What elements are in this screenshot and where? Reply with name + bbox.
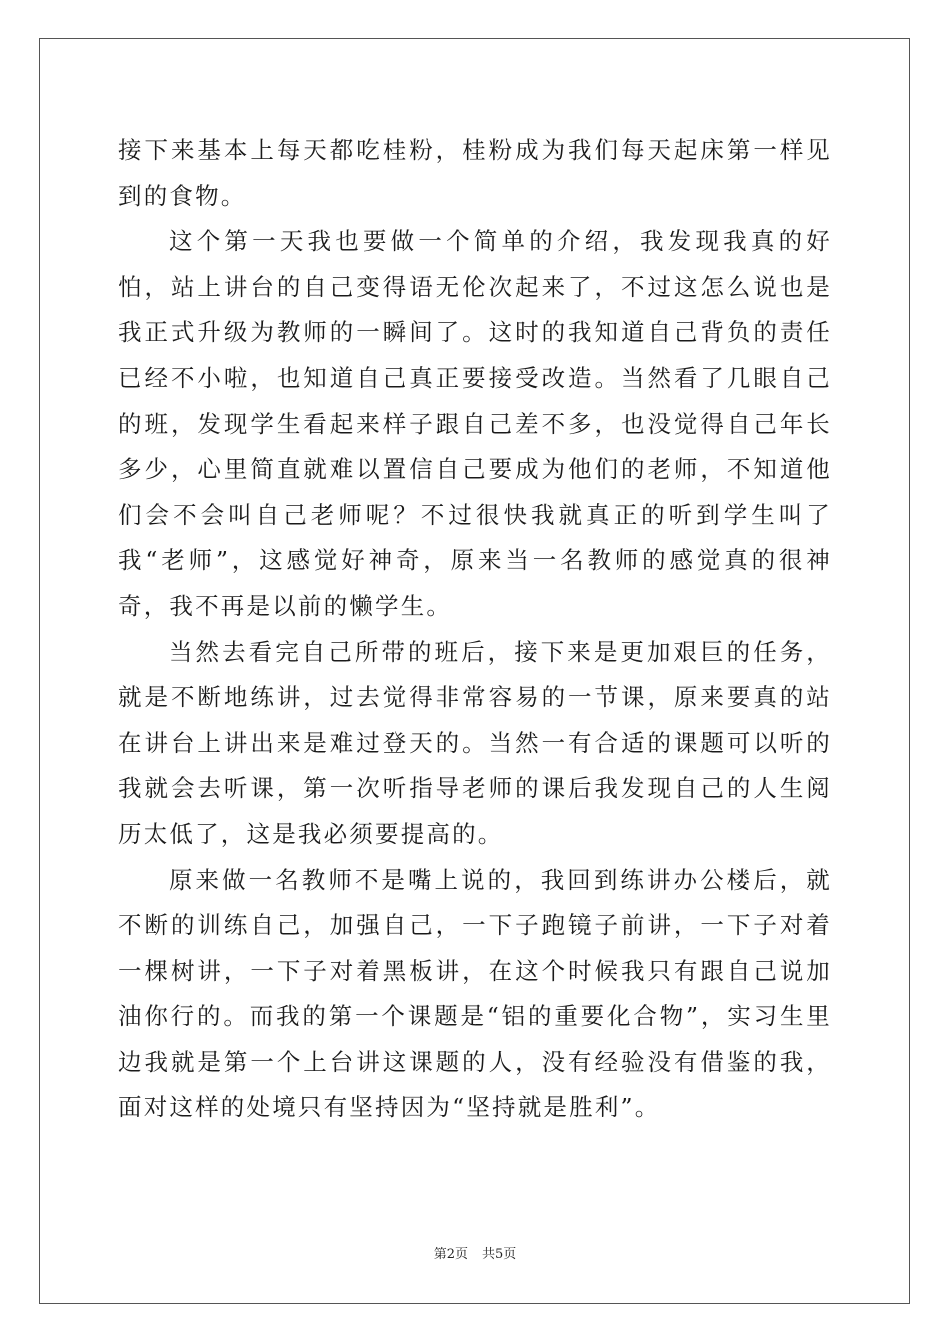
paragraph-2: 这个第一天我也要做一个简单的介绍，我发现我真的好怕，站上讲台的自己变得语无伦次起来了，不过这怎么说也是我正式升级为教师的一瞬间了。这时的我知道自己背负的责任已经不小啦，也知道自己真正要接受改造。当然看了几眼自己的班，发现学生看起来样子跟自己差不多，也没觉得自己年长多少，心里简直就难以置信自己要成为他们的老师，不知道他们会不会叫自己老师呢？不过很快我就真正的听到学生叫了我“老师”，这感觉好神奇，原来当一名教师的感觉真的很神奇，我不再是以前的懒学生。 — [118, 227, 832, 620]
paragraph-4: 原来做一名教师不是嘴上说的，我回到练讲办公楼后，就不断的训练自己，加强自己，一下子跑镜子前讲，一下子对着一棵树讲，一下子对着黑板讲，在这个时候我只有跟自己说加油你行的。而我的第一个课题是“铝的重要化合物”，实习生里边我就是第一个上台讲这课题的人，没有经验没有借鉴的我，面对这样的处境只有坚持因为“坚持就是胜利”。 — [118, 865, 832, 1122]
paragraph-3: 当然去看完自己所带的班后，接下来是更加艰巨的任务，就是不断地练讲，过去觉得非常容易的一节课，原来要真的站在讲台上讲出来是难过登天的。当然一有合适的课题可以听的我就会去听课，第一次听指导老师的课后我发现自己的人生阅历太低了，这是我必须要提高的。 — [118, 637, 832, 848]
page-footer — [0, 1247, 950, 1263]
page-number: 第2页 — [433, 1247, 468, 1262]
document-body — [118, 128, 832, 1131]
page-total: 共5页 — [482, 1247, 517, 1262]
paragraph-1: 接下来基本上每天都吃桂粉，桂粉成为我们每天起床第一样见到的食物。 — [118, 136, 832, 210]
